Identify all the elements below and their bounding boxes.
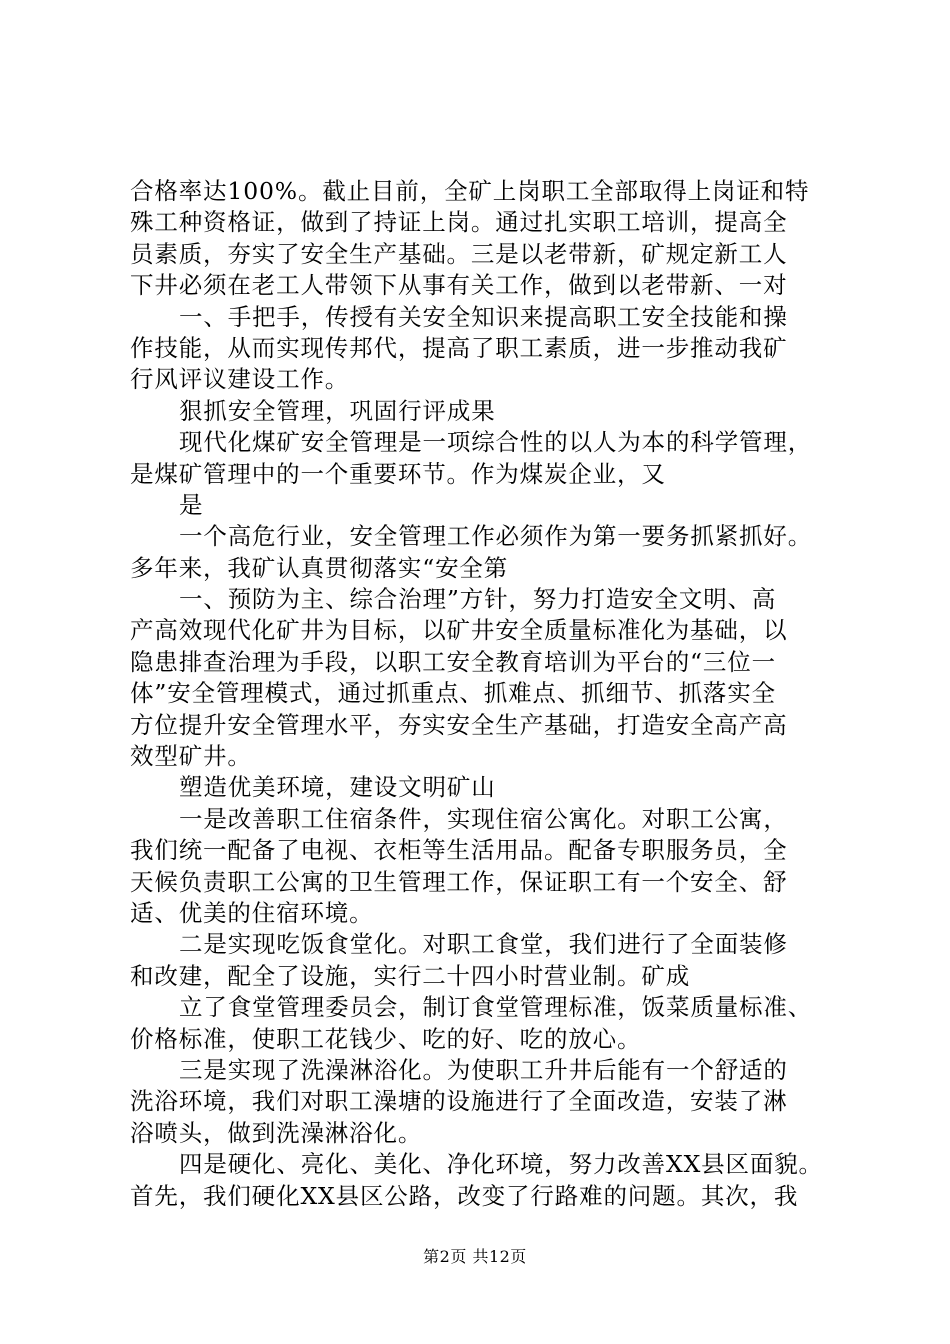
document-body xyxy=(130,176,850,1212)
text-line: 三是实现了洗澡淋浴化。为使职工升井后能有一个舒适的 xyxy=(179,1055,788,1084)
text-line: 合格率达100%。截止目前，全矿上岗职工全部取得上岗证和特 xyxy=(130,177,810,205)
text-line: 行风评议建设工作。 xyxy=(130,365,350,394)
text-line: 洗浴环境，我们对职工澡塘的设施进行了全面改造，安装了淋 xyxy=(130,1087,788,1116)
text-line: 适、优美的住宿环境。 xyxy=(130,898,374,927)
text-line: 多年来，我矿认真贯彻落实“安全第 xyxy=(130,553,509,582)
text-line: 下井必须在老工人带领下从事有关工作，做到以老带新、一对 xyxy=(130,271,788,300)
text-line: 价格标准，使职工花钱少、吃的好、吃的放心。 xyxy=(130,1024,642,1053)
text-line: 浴喷头，做到洗澡淋浴化。 xyxy=(130,1118,423,1147)
text-line: 员素质，夯实了安全生产基础。三是以老带新，矿规定新工人 xyxy=(130,239,788,268)
text-line: 一、手把手，传授有关安全知识来提高职工安全技能和操 xyxy=(179,302,788,331)
text-line: 效型矿井。 xyxy=(130,742,252,771)
text-line: 四是硬化、亮化、美化、净化环境，努力改善XX县区面貌。 xyxy=(179,1150,823,1179)
text-line: 产高效现代化矿井为目标，以矿井安全质量标准化为基础，以 xyxy=(130,616,788,645)
text-line: 现代化煤矿安全管理是一项综合性的以人为本的科学管理， xyxy=(179,428,813,457)
text-line: 塑造优美环境，建设文明矿山 xyxy=(179,773,496,802)
text-line: 天候负责职工公寓的卫生管理工作，保证职工有一个安全、舒 xyxy=(130,867,788,896)
text-line: 立了食堂管理委员会，制订食堂管理标准，饭菜质量标准、 xyxy=(179,993,813,1022)
text-line: 和改建，配全了设施，实行二十四小时营业制。矿成 xyxy=(130,961,691,990)
text-line: 是煤矿管理中的一个重要环节。作为煤炭企业，又 xyxy=(130,459,666,488)
text-line: 狠抓安全管理，巩固行评成果 xyxy=(179,396,496,425)
text-line: 方位提升安全管理水平，夯实安全生产基础，打造安全高产高 xyxy=(130,710,788,739)
text-line: 一是改善职工住宿条件，实现住宿公寓化。对职工公寓， xyxy=(179,804,788,833)
text-line: 我们统一配备了电视、衣柜等生活用品。配备专职服务员，全 xyxy=(130,836,788,865)
text-line: 一个高危行业，安全管理工作必须作为第一要务抓紧抓好。 xyxy=(179,522,813,551)
text-line: 二是实现吃饭食堂化。对职工食堂，我们进行了全面装修 xyxy=(179,930,788,959)
text-line: 体”安全管理模式，通过抓重点、抓难点、抓细节、抓落实全 xyxy=(130,679,776,708)
text-line: 首先，我们硬化XX县区公路，改变了行路难的问题。其次，我 xyxy=(130,1181,799,1210)
page-footer: 第2页 共12页 xyxy=(423,1247,527,1266)
text-line: 殊工种资格证，做到了持证上岗。通过扎实职工培训，提高全 xyxy=(130,208,788,237)
text-line: 作技能，从而实现传邦代，提高了职工素质，进一步推动我矿 xyxy=(130,333,788,362)
text-line: 是 xyxy=(179,490,204,519)
text-line: 一、预防为主、综合治理”方针，努力打造安全文明、高 xyxy=(179,585,777,614)
text-line: 隐患排查治理为手段，以职工安全教育培训为平台的“三位一 xyxy=(130,647,776,676)
